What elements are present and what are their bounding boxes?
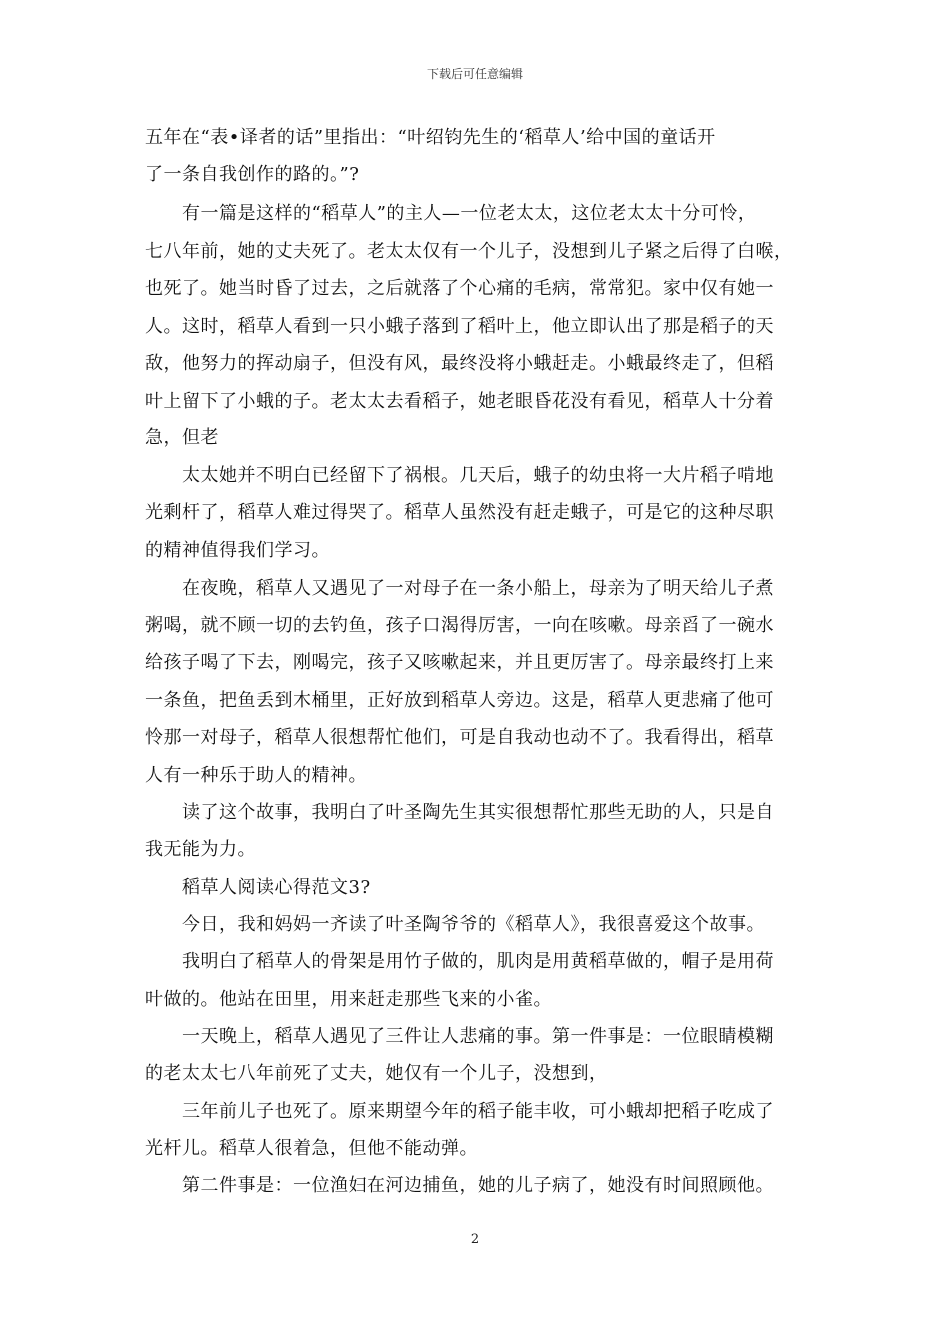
text-line: 急，但老	[145, 427, 219, 448]
text-line: 也死了。她当时昏了过去，之后就落了个心痛的毛病，常常犯。家中仅有她一	[145, 278, 774, 299]
text-line: 给孩子喝了下去，刚喝完，孩子又咳嗽起来，并且更厉害了。母亲最终打上来	[145, 652, 774, 673]
section-heading: 稻草人阅读心得范文3?	[182, 877, 371, 898]
text-line: 怜那一对母子，稻草人很想帮忙他们，可是自我动也动不了。我看得出，稻草	[145, 727, 774, 748]
text-line: 在夜晚，稻草人又遇见了一对母子在一条小船上，母亲为了明天给儿子煮	[182, 578, 774, 599]
text-line: 的老太太七八年前死了丈夫，她仅有一个儿子，没想到，	[145, 1063, 608, 1084]
page-number: 2	[470, 1232, 480, 1247]
text-line: 读了这个故事，我明白了叶圣陶先生其实很想帮忙那些无助的人，只是自	[182, 802, 774, 823]
text-line: 七八年前，她的丈夫死了。老太太仅有一个儿子，没想到儿子紧之后得了白喉，	[145, 241, 793, 262]
text-line: 第二件事是：一位渔妇在河边捕鱼，她的儿子病了，她没有时间照顾他。	[182, 1175, 774, 1196]
text-line: 一条鱼，把鱼丢到木桶里，正好放到稻草人旁边。这是，稻草人更悲痛了他可	[145, 690, 774, 711]
text-line: 光剩杆了，稻草人难过得哭了。稻草人虽然没有赶走蛾子，可是它的这种尽职	[145, 502, 774, 523]
text-line: 三年前儿子也死了。原来期望今年的稻子能丰收，可小蛾却把稻子吃成了	[182, 1101, 774, 1122]
text-line: 光杆儿。稻草人很着急，但他不能动弹。	[145, 1138, 478, 1159]
text-line: 今日，我和妈妈一齐读了叶圣陶爷爷的《稻草人》，我很喜爱这个故事。	[182, 914, 765, 935]
text-line: 敌，他努力的挥动扇子，但没有风，最终没将小蛾赶走。小蛾最终走了，但稻	[145, 353, 774, 374]
text-line: 有一篇是这样的“稻草人”的主人—一位老太太，这位老太太十分可怜，	[182, 203, 757, 224]
text-line: 我明白了稻草人的骨架是用竹子做的，肌肉是用黄稻草做的，帽子是用荷	[182, 951, 774, 972]
text-line: 人有一种乐于助人的精神。	[145, 765, 367, 786]
text-line: 人。这时，稻草人看到一只小蛾子落到了稻叶上，他立即认出了那是稻子的天	[145, 316, 774, 337]
text-line: 了一条自我创作的路的。”?	[145, 164, 360, 185]
text-line: 的精神值得我们学习。	[145, 540, 330, 561]
text-line: 五年在“表•译者的话”里指出：“叶绍钧先生的‘稻草人’给中国的童话开	[145, 127, 716, 148]
text-line: 叶做的。他站在田里，用来赶走那些飞来的小雀。	[145, 989, 552, 1010]
text-line: 太太她并不明白已经留下了祸根。几天后，蛾子的幼虫将一大片稻子啃地	[182, 465, 774, 486]
text-line: 一天晚上，稻草人遇见了三件让人悲痛的事。第一件事是：一位眼睛模糊	[182, 1026, 774, 1047]
text-line: 叶上留下了小蛾的子。老太太去看稻子，她老眼昏花没有看见，稻草人十分着	[145, 391, 774, 412]
page-header: 下载后可任意编辑	[426, 67, 523, 81]
text-line: 粥喝，就不顾一切的去钓鱼，孩子口渴得厉害，一向在咳嗽。母亲舀了一碗水	[145, 615, 774, 636]
text-line: 我无能为力。	[145, 839, 256, 860]
